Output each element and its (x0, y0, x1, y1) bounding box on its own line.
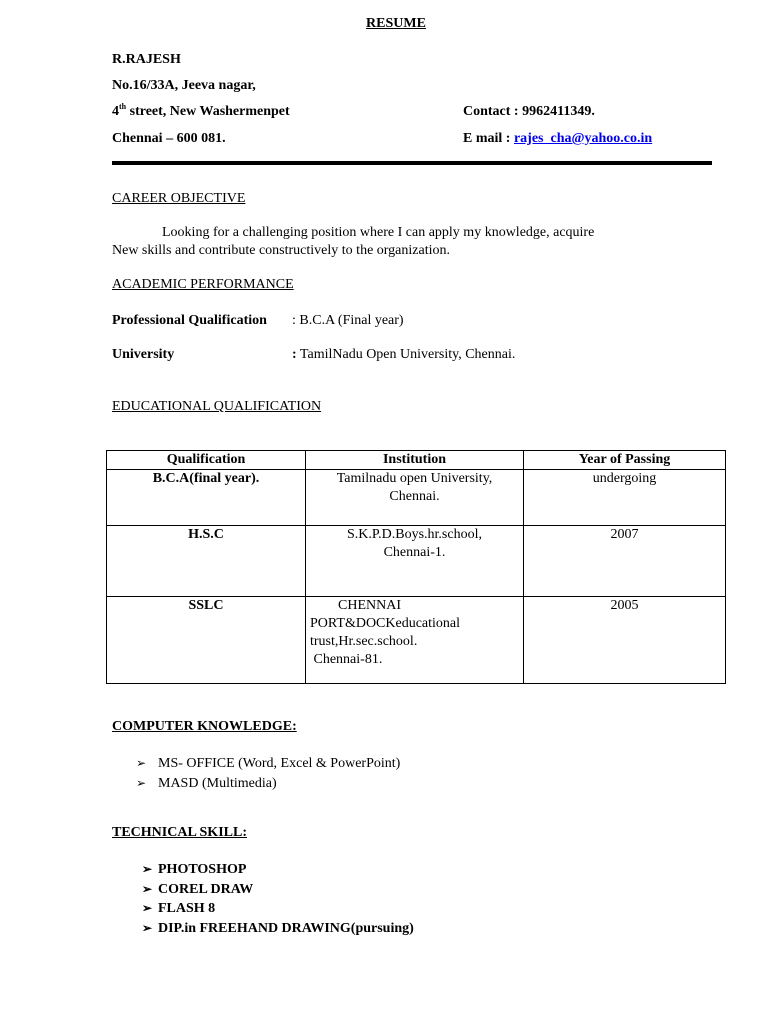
education-table-header (107, 451, 726, 470)
list-item-text: PHOTOSHOP (158, 862, 247, 877)
institution-line: S.K.P.D.Boys.hr.school, (347, 527, 482, 542)
institution-line: Chennai-81. (310, 652, 383, 667)
list-item-text: DIP.in FREEHAND DRAWING(pursuing) (158, 920, 414, 936)
table-row (107, 597, 726, 684)
address-street-suffix: th (119, 102, 127, 111)
contact-phone: Contact : 9962411349. (463, 104, 595, 119)
list-item-text: FLASH 8 (158, 901, 216, 916)
arrow-bullet-icon: ➢ (142, 901, 153, 915)
cell-institution (306, 526, 524, 597)
email-link[interactable]: rajes_cha@yahoo.co.in (513, 131, 653, 146)
address-line-2 (112, 104, 290, 120)
professional-qualification-label: Professional Qualification (112, 313, 267, 328)
cell-qualification: H.S.C (107, 526, 306, 597)
list-item (142, 919, 414, 939)
column-header-institution: Institution (306, 451, 524, 470)
institution-line: Chennai. (389, 489, 440, 504)
institution-line: trust,Hr.sec.school. (310, 634, 418, 649)
career-objective-heading: CAREER OBJECTIVE (112, 191, 246, 206)
list-item (142, 880, 414, 900)
technical-skill-heading: TECHNICAL SKILL: (112, 825, 247, 840)
university-name: TamilNadu Open University, Chennai. (296, 347, 516, 362)
list-item-text: MASD (Multimedia) (158, 775, 277, 791)
professional-qualification-value: : B.C.A (Final year) (292, 313, 404, 328)
education-heading: EDUCATIONAL QUALIFICATION (112, 399, 322, 414)
address-line-3: Chennai – 600 081. (112, 131, 226, 146)
institution-line: CHENNAI (338, 598, 401, 613)
institution-line: Tamilnadu open University, (336, 471, 493, 486)
address-street-number: 4 (112, 104, 119, 119)
cell-year: 2007 (524, 526, 726, 597)
university-colon: : (292, 347, 297, 362)
arrow-bullet-icon: ➢ (142, 881, 153, 896)
career-objective-line-1: Looking for a challenging position where I can apply my knowledge, acquire (162, 225, 595, 240)
list-item (142, 899, 414, 919)
cell-year: 2005 (524, 597, 726, 684)
arrow-bullet-icon: ➢ (136, 756, 147, 770)
header-divider (112, 161, 712, 165)
institution-line: Chennai-1. (383, 545, 446, 560)
table-row (107, 526, 726, 597)
address-line-1: No.16/33A, Jeeva nagar, (112, 78, 256, 93)
column-header-qualification: Qualification (107, 451, 306, 470)
list-item-text: MS- OFFICE (Word, Excel & PowerPoint) (158, 756, 401, 771)
table-row (107, 470, 726, 526)
cell-institution (306, 597, 524, 684)
arrow-bullet-icon: ➢ (142, 920, 153, 935)
academic-heading: ACADEMIC PERFORMANCE (112, 277, 294, 292)
cell-qualification: B.C.A(final year). (107, 470, 306, 526)
computer-knowledge-list (136, 754, 400, 793)
list-item (142, 860, 414, 880)
arrow-bullet-icon: ➢ (136, 775, 147, 790)
address-street-name: street, New Washermenpet (126, 104, 290, 119)
cell-institution (306, 470, 524, 526)
cell-year: undergoing (524, 470, 726, 526)
candidate-name: R.RAJESH (112, 52, 181, 67)
institution-line: PORT&DOCKeducational (310, 616, 461, 631)
document-title: RESUME (366, 16, 426, 31)
university-label: University (112, 347, 175, 362)
career-objective-line-2: New skills and contribute constructively to the organization. (112, 243, 450, 258)
cell-qualification: SSLC (107, 597, 306, 684)
email-label: E mail : (463, 131, 514, 146)
career-objective-text (112, 224, 642, 260)
education-table (106, 450, 726, 684)
list-item (136, 774, 400, 794)
list-item (136, 754, 400, 774)
computer-knowledge-heading: COMPUTER KNOWLEDGE: (112, 719, 297, 734)
arrow-bullet-icon: ➢ (142, 862, 153, 876)
column-header-year: Year of Passing (524, 451, 726, 470)
list-item-text: COREL DRAW (158, 881, 254, 897)
university-value (292, 347, 515, 363)
technical-skill-list (142, 860, 414, 938)
contact-email (463, 131, 652, 147)
